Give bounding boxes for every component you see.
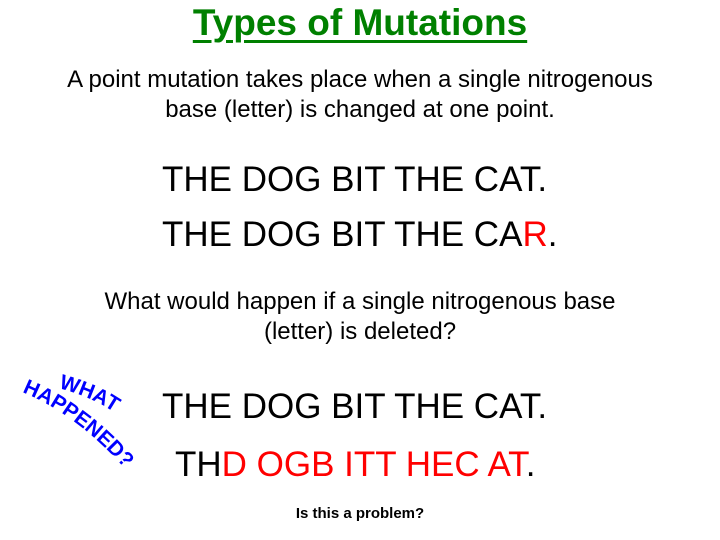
closing-question: Is this a problem?	[295, 505, 425, 522]
point-mutation-line-1: A point mutation takes place when a single nitrogenous	[67, 66, 653, 93]
example2-mutated	[175, 445, 535, 485]
example2-original: THE DOG BIT THE CAT.	[162, 387, 548, 426]
example2-mutated-suffix: .	[525, 445, 536, 484]
example1-original: THE DOG BIT THE CAT.	[162, 160, 548, 199]
wordart-line-2: HAPPENED?	[19, 375, 139, 473]
example1-mutated-suffix: .	[547, 215, 558, 254]
example1-mutated-prefix: THE DOG BIT THE CA	[162, 215, 523, 254]
example1-mutated-letter: R	[522, 215, 548, 254]
deletion-question-line-2: (letter) is deleted?	[263, 318, 457, 345]
example1-mutated	[162, 215, 557, 255]
example2-mutated-shifted: D OGB ITT HEC AT	[221, 445, 526, 484]
what-happened-wordart	[18, 370, 148, 480]
wordart-line-1: WHAT	[56, 370, 124, 417]
deletion-question-line-1: What would happen if a single nitrogenous base	[104, 288, 616, 315]
slide-title: Types of Mutations	[192, 2, 528, 43]
point-mutation-line-2: base (letter) is changed at one point.	[165, 96, 555, 123]
example2-mutated-first: TH	[175, 445, 222, 484]
